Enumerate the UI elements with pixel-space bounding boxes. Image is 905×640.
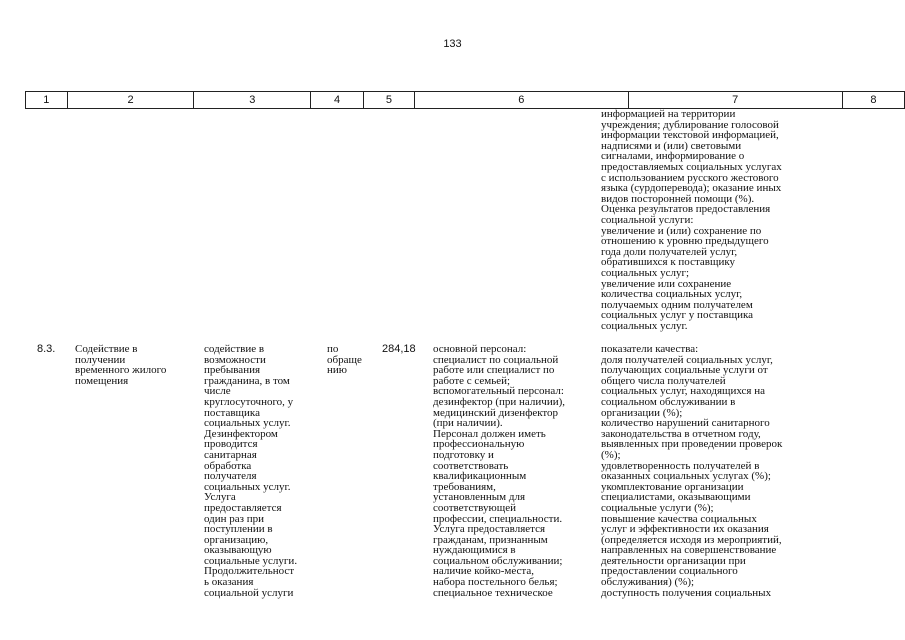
column-number-4: 4 — [311, 92, 363, 109]
service-conditions: основной персонал: специалист по социальной работе или специалист по работе с семьей; вспомогательный персонал: дезинфектор (при наличии), медицинский дизенфектор (при наличии). Персонал должен иметь профессиональную подготовку и соответствовать квалификационным требованиям, установленным для соответствующей профессии, специальности. Услуга предоставляется гражданам, признанным нуждающимися в социальном обслуживании; наличие койко-места, набора постельного белья; специальное техническое — [433, 343, 565, 599]
column-header-row — [25, 91, 905, 109]
column-number-8: 8 — [842, 92, 904, 109]
column-number-3: 3 — [194, 92, 311, 109]
service-tariff: 284,18 — [382, 343, 416, 355]
service-frequency: по обраще нию — [327, 343, 362, 377]
column-number-6: 6 — [415, 92, 628, 109]
column-number-1: 1 — [26, 92, 68, 109]
column-number-2: 2 — [67, 92, 194, 109]
continuation-quality-text: информацией на территории учреждения; дублирование голосовой информации текстовой информацией, надписями и (или) световыми сигналами, информирование о предоставляемых социальных услугах с использованием русского жестового языка (сурдоперевода); оказание иных видов посторонней помощи (%). Оценка результатов предоставления социальной услуги: увеличение и (или) сохранение по отношению к уровню предыдущего года доли получателей услуг, обратившихся к поставщику социальных услуг; увеличение или сохранение количества социальных услуг, получаемых одним получателем социальных услуг у поставщика социальных услуг. — [601, 108, 782, 332]
service-name: Содействие в получении временного жилого помещения — [75, 343, 167, 387]
quality-indicators: показатели качества: доля получателей социальных услуг, получающих социальные услуги от общего числа получателей социальных услуг, находящихся на социальном обслуживании в организации (%); количество нарушений санитарного законодательства в отчетном году, выявленных при проведении проверок (%); удовлетворенность получателей в оказанных социальных услугах (%); укомплектование организации специалистами, оказывающими социальные услуги (%); повышение качества социальных услуг и эффективности их оказания (определяется исходя из мероприятий, направленных на совершенствование деятельности организации при предоставлении социального обслуживания) (%); доступность получения социальных — [601, 343, 783, 599]
column-number-5: 5 — [363, 92, 414, 109]
column-number-7: 7 — [628, 92, 842, 109]
row-number: 8.3. — [37, 343, 56, 355]
page-number: 133 — [443, 38, 462, 50]
service-description: содействие в возможности пребывания гражданина, в том числе круглосуточного, у поставщика социальных услуг. Дезинфектором проводится санитарная обработка получателя социальных услуг. Услуга предоставляется один раз при поступлении в организацию, оказывающую социальные услуги. Продолжительност ь оказания социальной услуги — [204, 343, 298, 599]
